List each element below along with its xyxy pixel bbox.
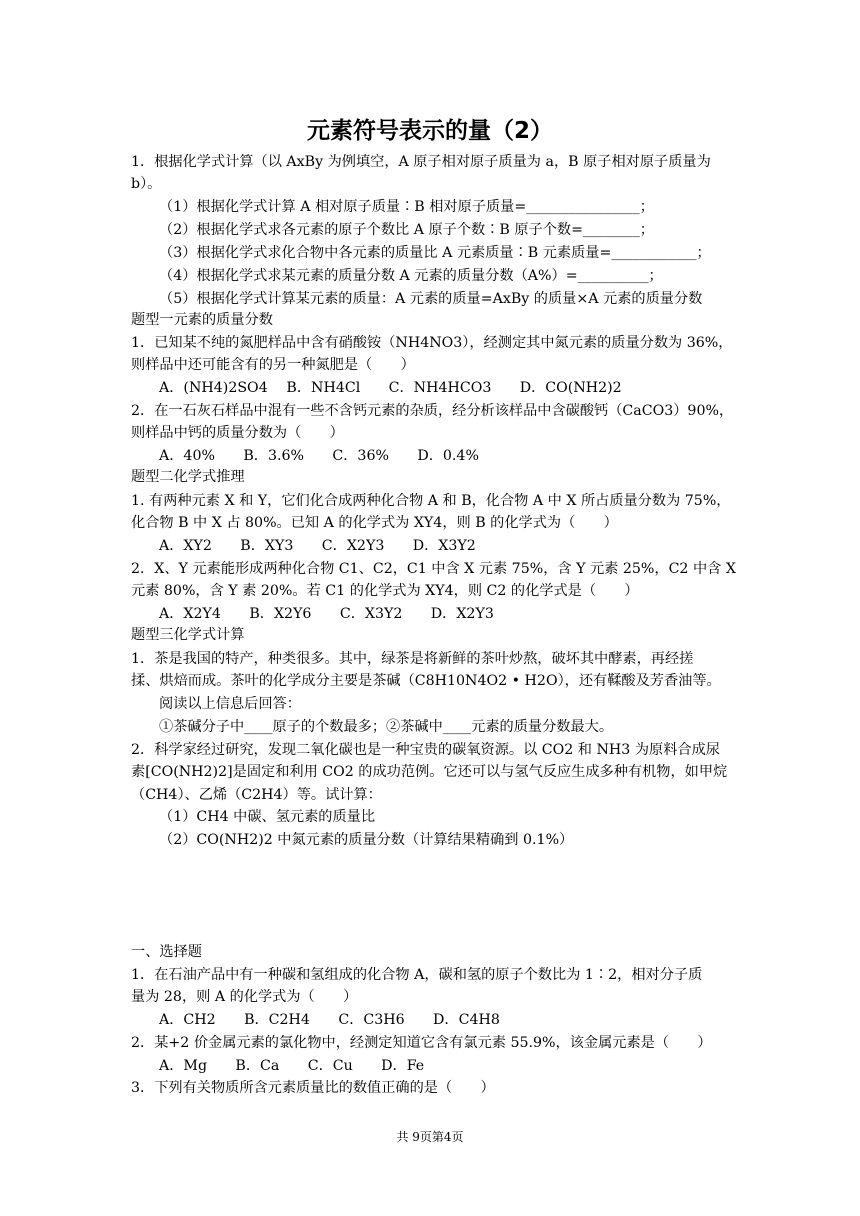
choice-q2-options: A．Mg B．Ca C．Cu D．Fe	[159, 1058, 425, 1074]
type3-q2-line-4: （1）CH4 中碳、氢元素的质量比	[159, 809, 376, 825]
choice-q1-options: A．CH2 B．C2H4 C．C3H6 D．C4H8	[159, 1012, 500, 1028]
section-heading-choice: 一、选择题	[131, 944, 202, 960]
type1-q2-options: A．40% B．3.6% C．36% D．0.4%	[159, 448, 479, 464]
type2-q1-options: A．XY2 B．XY3 C．X2Y3 D．X3Y2	[159, 538, 476, 554]
type1-q1-options: A．(NH4)2SO4 B．NH4Cl C．NH4HCO3 D．CO(NH2)2	[159, 380, 622, 396]
type3-q2-line-1: 2．科学家经过研究，发现二氧化碳也是一种宝贵的碳氧资源。以 CO2 和 NH3 为原料合成尿	[131, 742, 720, 758]
type3-q2-line-2: 素[CO(NH2)2]是固定和利用 CO2 的成功范例。它还可以与氢气反应生成多种有机物，如甲烷	[131, 764, 728, 780]
type3-q2-line-5: （2）CO(NH2)2 中氮元素的质量分数（计算结果精确到 0.1%）	[159, 832, 574, 848]
page-footer: 共 9页第4页	[396, 1130, 464, 1144]
choice-q1-line-2: 量为 28，则 A 的化学式为（ ）	[131, 989, 358, 1005]
type1-q2-line-2: 则样品中钙的质量分数为（ ）	[131, 425, 344, 441]
section-heading-type1: 题型一元素的质量分数	[131, 312, 273, 328]
intro-line-1: 1．根据化学式计算（以 AxBy 为例填空，A 原子相对原子质量为 a，B 原子相对原子质量为	[131, 154, 711, 170]
intro-item-2: （2）根据化学式求各元素的原子个数比 A 原子个数∶B 原子个数=________；	[159, 222, 654, 238]
type2-q2-line-1: 2．X、Y 元素能形成两种化合物 C1、C2，C1 中含 X 元素 75%，含 Y 元素 25%，C2 中含 X	[131, 561, 736, 577]
section-heading-type3: 题型三化学式计算	[131, 627, 245, 643]
type2-q2-line-2: 元素 80%，含 Y 素 20%。若 C1 的化学式为 XY4，则 C2 的化学式是（ ）	[131, 583, 639, 599]
type3-q2-line-3: （CH4）、乙烯（C2H4）等。试计算：	[131, 787, 382, 803]
type1-q1-line-1: 1．已知某不纯的氮肥样品中含有硝酸铵（NH4NO3），经测定其中氮元素的质量分数为 36%，	[131, 335, 733, 351]
type2-q2-options: A．X2Y4 B．X2Y6 C．X3Y2 D．X2Y3	[159, 606, 494, 622]
choice-q1-line-1: 1．在石油产品中有一种碳和氢组成的化合物 A，碳和氢的原子个数比为 1∶2，相对分子质	[131, 967, 703, 983]
choice-q3-line-1: 3．下列有关物质所含元素质量比的数值正确的是（ ）	[131, 1080, 495, 1096]
type2-q1-line-2: 化合物 B 中 X 占 80%。已知 A 的化学式为 XY4，则 B 的化学式为（ ）	[131, 515, 618, 531]
section-heading-type2: 题型二化学式推理	[131, 469, 245, 485]
type3-q1-line-2: 揉、烘焙而成。茶叶的化学成分主要是茶碱（C8H10N4O2 • H2O），还有鞣酸及芳香油等。	[131, 673, 721, 689]
intro-item-5: （5）根据化学式计算某元素的质量：A 元素的质量=AxBy 的质量×A 元素的质量分数	[159, 291, 703, 307]
choice-q2-line-1: 2．某+2 价金属元素的氯化物中，经测定知道它含有氯元素 55.9%，该金属元素是（ ）	[131, 1035, 712, 1051]
type1-q1-line-2: 则样品中还可能含有的另一种氮肥是（ ）	[131, 357, 415, 373]
type3-q1-line-4: ①茶碱分子中____原子的个数最多；②茶碱中____元素的质量分数最大。	[159, 719, 614, 735]
page-title: 元素符号表示的量（2）	[306, 118, 553, 144]
intro-item-1: （1）根据化学式计算 A 相对原子质量∶B 相对原子质量=________________；	[159, 199, 654, 215]
type1-q2-line-1: 2．在一石灰石样品中混有一些不含钙元素的杂质，经分析该样品中含碳酸钙（CaCO3）90%，	[131, 403, 734, 419]
type3-q1-line-3: 阅读以上信息后回答：	[159, 696, 301, 712]
intro-line-2: b）。	[131, 176, 162, 192]
intro-item-4: （4）根据化学式求某元素的质量分数 A 元素的质量分数（A%）=__________；	[159, 268, 663, 284]
type3-q1-line-1: 1．茶是我国的特产，种类很多。其中，绿茶是将新鲜的茶叶炒熬，破坏其中酵素，再经搓	[131, 651, 694, 667]
intro-item-3: （3）根据化学式求化合物中各元素的质量比 A 元素质量∶B 元素质量=____________；	[159, 245, 711, 261]
type2-q1-line-1: 1. 有两种元素 X 和 Y，它们化合成两种化合物 A 和 B，化合物 A 中 X 所占质量分数为 75%，	[131, 493, 731, 509]
